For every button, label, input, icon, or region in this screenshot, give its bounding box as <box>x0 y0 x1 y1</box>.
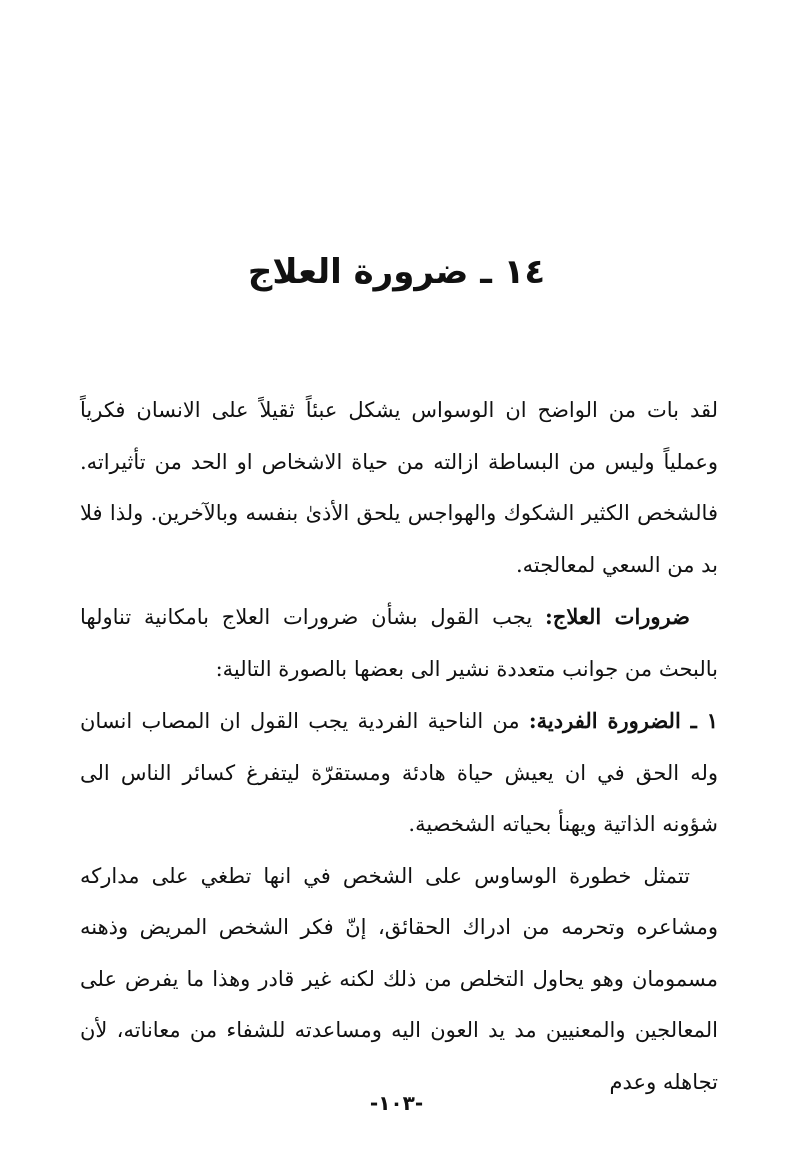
paragraph-intro-text: لقد بات من الواضح ان الوسواس يشكل عبئاً ثقيلاً على الانسان فكرياً وعملياً وليس من البساطة ازالته من حياة الاشخاص او الحد من تأثيراته. فالشخص الكثير الشكوك والهواجس يلحق الأذىٰ بنفسه وبالآخرين. ولذا فلا بد من السعي لمعالجته. <box>80 398 718 577</box>
chapter-title: ١٤ ـ ضرورة العلاج <box>247 252 546 292</box>
individual-necessity-text: من الناحية الفردية يجب القول ان المصاب انسان وله الحق في ان يعيش حياة هادئة ومستقرّة ليتفرغ كسائر الناس الى شؤونه الذاتية ويهنأ بحياته الشخصية. <box>80 709 718 836</box>
treatment-necessities-heading: ضرورات العلاج: <box>545 604 690 629</box>
page-number: -١٠٣- <box>369 1091 424 1115</box>
paragraph-individual-necessity <box>80 695 718 851</box>
paragraph-danger-text: تتمثل خطورة الوساوس على الشخص في انها تطغي على مداركه ومشاعره وتحرمه من ادراك الحقائق، إنّ فكر الشخص المريض وذهنه مسمومان وهو يحاول التخلص من ذلك لكنه غير قادر وهذا ما يفرض على المعالجين والمعنيين مد يد العون اليه ومساعدته للشفاء من معاناته، لأن تجاهله وعدم <box>80 863 718 1094</box>
treatment-necessities-text: يجب القول بشأن ضرورات العلاج بامكانية تناولها بالبحث من جوانب متعددة نشير الى بعضها بالصورة التالية: <box>80 605 718 681</box>
paragraph-danger <box>80 851 718 1109</box>
body-text <box>80 385 718 1108</box>
paragraph-treatment-necessities <box>80 591 718 695</box>
paragraph-intro <box>80 385 718 591</box>
individual-necessity-heading: ١ ـ الضرورة الفردية: <box>528 708 718 733</box>
